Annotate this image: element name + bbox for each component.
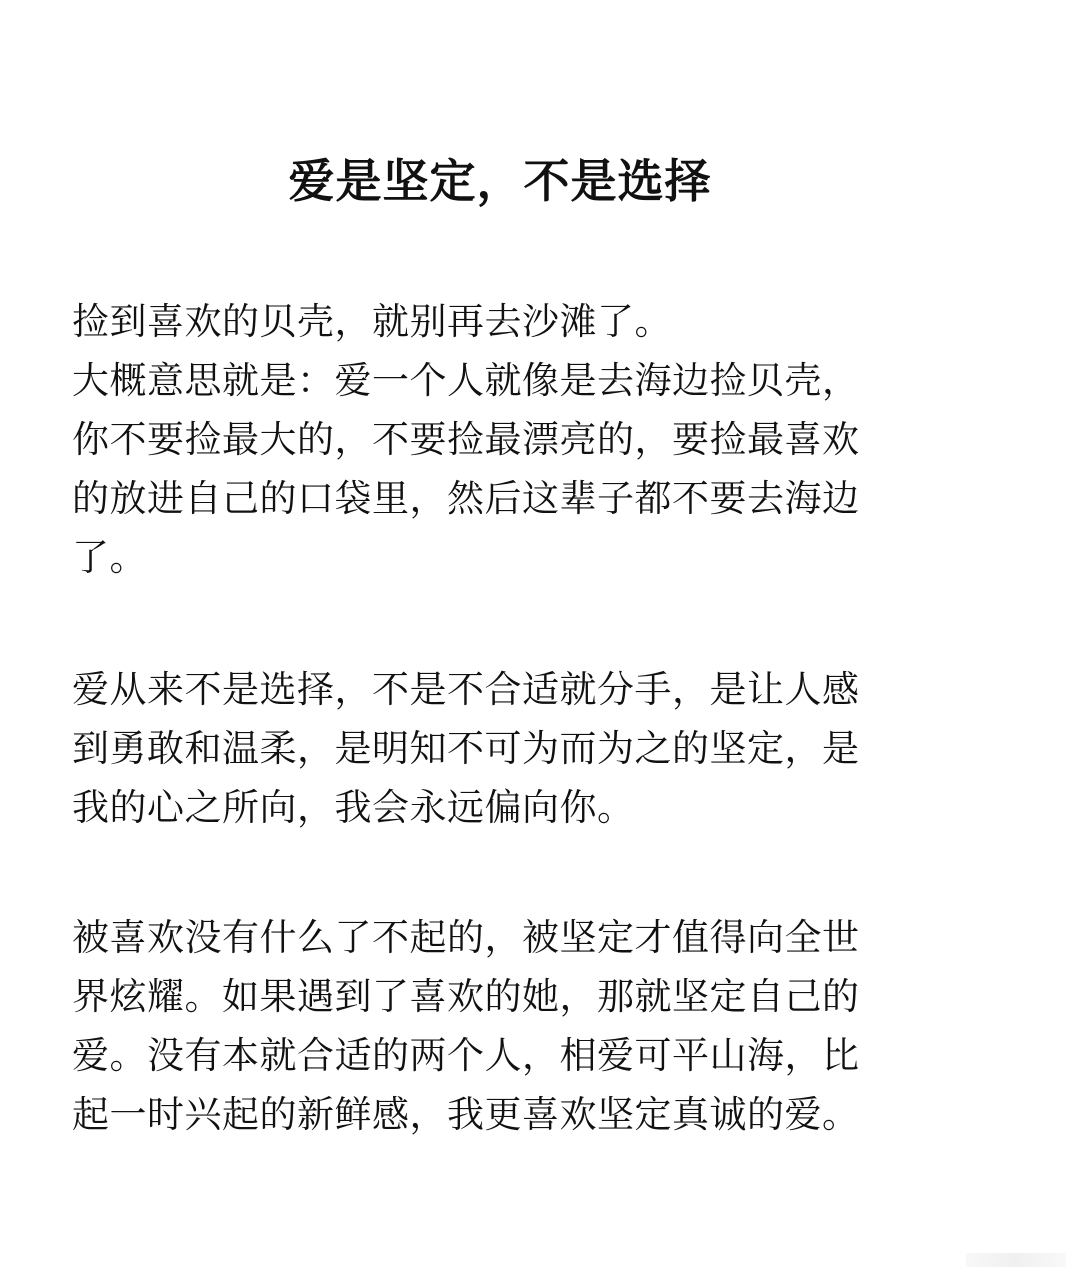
paragraph-1 <box>72 292 1012 587</box>
text-line: 我的心之所向，我会永远偏向你。 <box>72 786 635 829</box>
text-line: 界炫耀。如果遇到了喜欢的她，那就坚定自己的 <box>72 975 860 1018</box>
text-line: 爱。没有本就合适的两个人，相爱可平山海，比 <box>72 1034 860 1077</box>
text-line: 你不要捡最大的，不要捡最漂亮的，要捡最喜欢 <box>72 418 860 461</box>
watermark <box>966 1253 1066 1267</box>
text-line: 的放进自己的口袋里，然后这辈子都不要去海边 <box>72 477 860 520</box>
text-line: 到勇敢和温柔，是明知不可为而为之的坚定，是 <box>72 727 860 770</box>
paragraph-3 <box>72 908 1012 1144</box>
paragraph-2 <box>72 660 1012 837</box>
text-line: 捡到喜欢的贝壳，就别再去沙滩了。 <box>72 300 672 343</box>
text-line: 大概意思就是：爱一个人就像是去海边捡贝壳， <box>72 359 860 402</box>
text-line: 爱从来不是选择，不是不合适就分手，是让人感 <box>72 668 860 711</box>
text-line: 被喜欢没有什么了不起的，被坚定才值得向全世 <box>72 916 860 959</box>
page-title: 爱是坚定，不是选择 <box>288 154 712 208</box>
text-line: 了。 <box>72 536 147 579</box>
text-line: 起一时兴起的新鲜感，我更喜欢坚定真诚的爱。 <box>72 1093 860 1136</box>
